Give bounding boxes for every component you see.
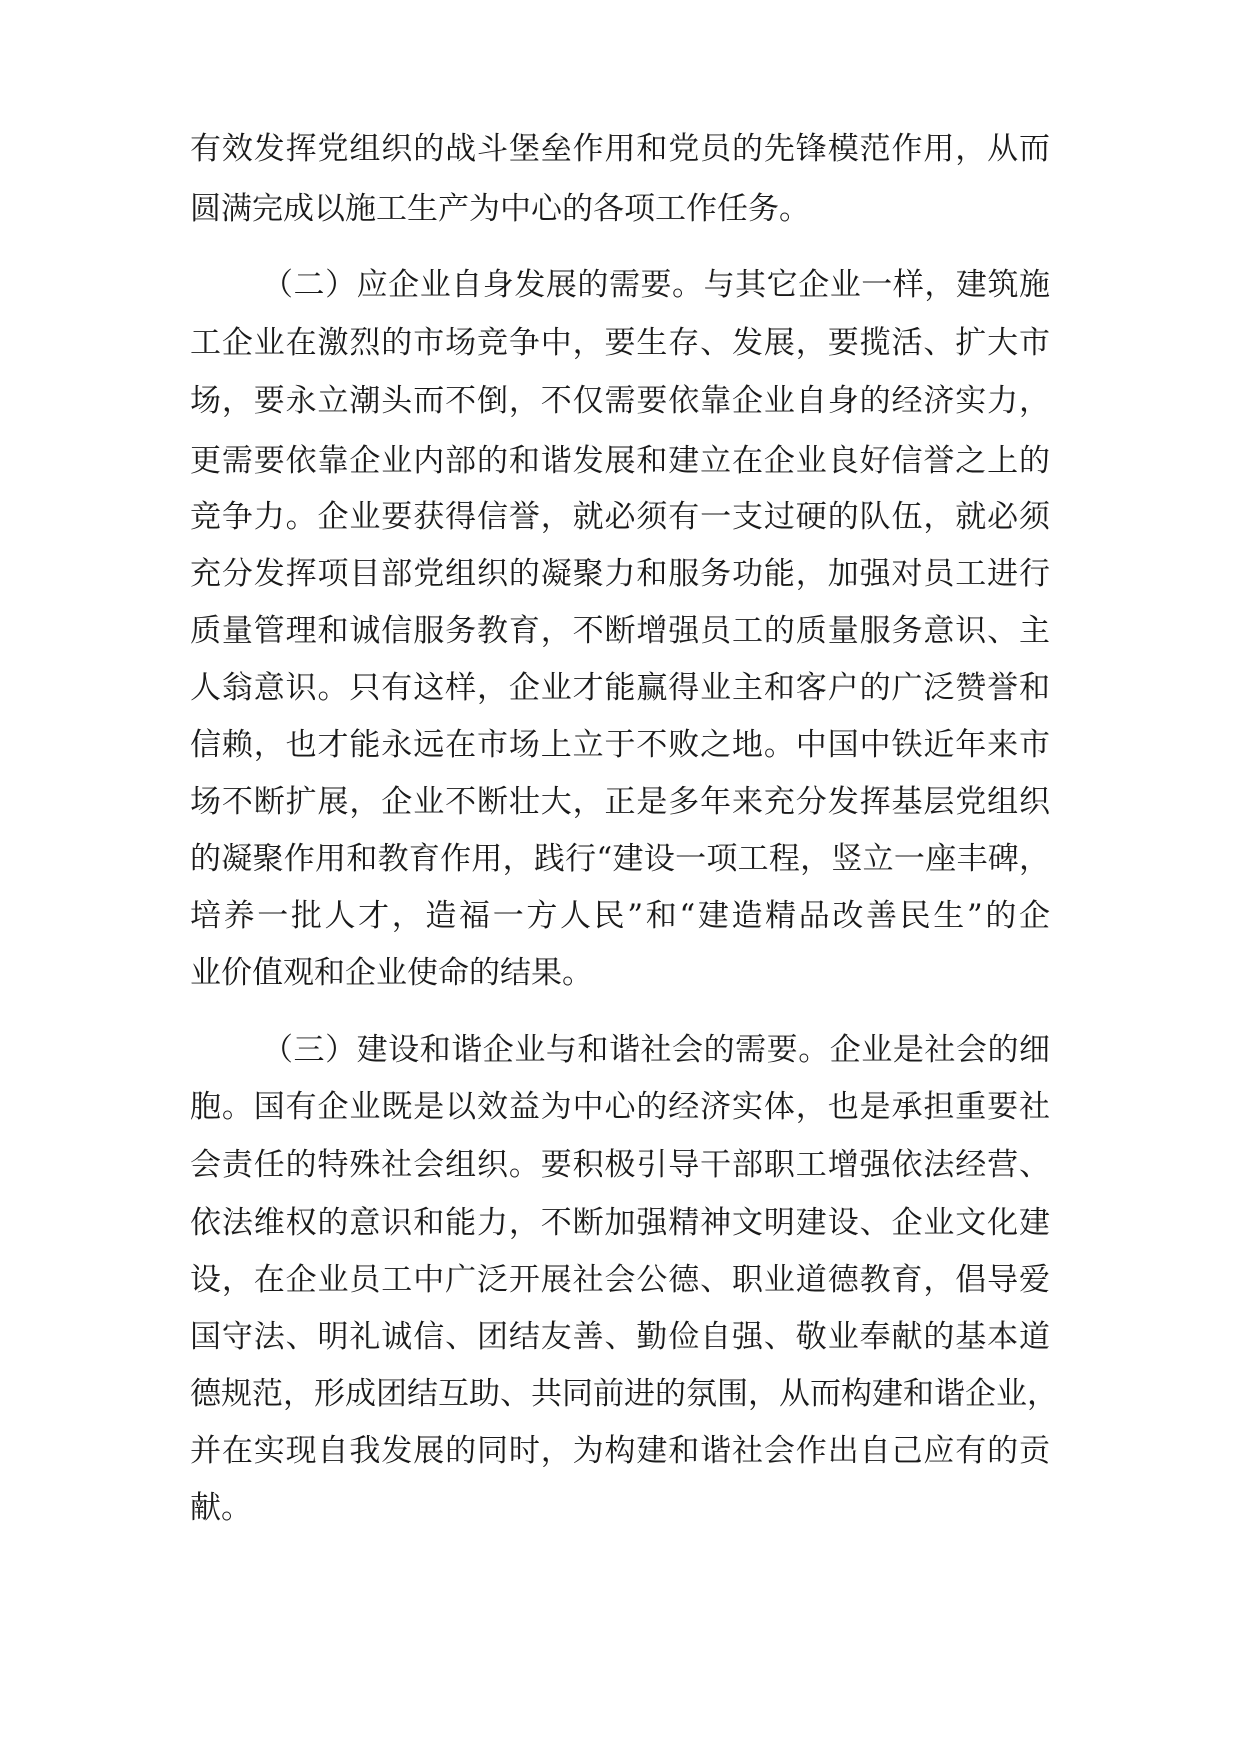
- paragraph-heading-line: （三）建设和谐企业与和谐社会的需要。企业是社会的细: [262, 1032, 1050, 1068]
- text-line: 培养一批人才，造福一方人民”和“建造精品改善民生”的企: [190, 898, 1050, 934]
- text-line: 会责任的特殊社会组织。要积极引导干部职工增强依法经营、: [190, 1147, 1050, 1183]
- text-line: 工企业在激烈的市场竞争中，要生存、发展，要揽活、扩大市: [190, 325, 1050, 361]
- text-line: 献。: [190, 1490, 252, 1526]
- text-line: 充分发挥项目部党组织的凝聚力和服务功能，加强对员工进行: [190, 556, 1050, 592]
- text-line: 竞争力。企业要获得信誉，就必须有一支过硬的队伍，就必须: [190, 499, 1050, 535]
- text-line: 人翁意识。只有这样，企业才能赢得业主和客户的广泛赞誉和: [190, 670, 1050, 706]
- text-line: 胞。国有企业既是以效益为中心的经济实体，也是承担重要社: [190, 1089, 1050, 1125]
- text-line: 信赖，也才能永远在市场上立于不败之地。中国中铁近年来市: [190, 727, 1050, 763]
- text-line: 的凝聚作用和教育作用，践行“建设一项工程，竖立一座丰碑，: [190, 841, 1050, 877]
- text-line: 依法维权的意识和能力，不断加强精神文明建设、企业文化建: [190, 1205, 1050, 1241]
- text-line: 场不断扩展，企业不断壮大，正是多年来充分发挥基层党组织: [190, 784, 1050, 820]
- text-line: 设，在企业员工中广泛开展社会公德、职业道德教育，倡导爱: [190, 1262, 1050, 1298]
- paragraph-heading-line: （二）应企业自身发展的需要。与其它企业一样，建筑施: [262, 267, 1050, 303]
- text-line: 场，要永立潮头而不倒，不仅需要依靠企业自身的经济实力，: [190, 383, 1050, 419]
- text-line: 圆满完成以施工生产为中心的各项工作任务。: [190, 191, 810, 227]
- text-line: 并在实现自我发展的同时，为构建和谐社会作出自己应有的贡: [190, 1433, 1050, 1469]
- text-line: 更需要依靠企业内部的和谐发展和建立在企业良好信誉之上的: [190, 443, 1050, 479]
- text-line: 业价值观和企业使命的结果。: [190, 955, 593, 991]
- text-line: 国守法、明礼诚信、团结友善、勤俭自强、敬业奉献的基本道: [190, 1319, 1050, 1355]
- text-line: 德规范，形成团结互助、共同前进的氛围，从而构建和谐企业，: [190, 1376, 1058, 1412]
- text-line: 质量管理和诚信服务教育，不断增强员工的质量服务意识、主: [190, 613, 1050, 649]
- text-line: 有效发挥党组织的战斗堡垒作用和党员的先锋模范作用，从而: [190, 131, 1050, 167]
